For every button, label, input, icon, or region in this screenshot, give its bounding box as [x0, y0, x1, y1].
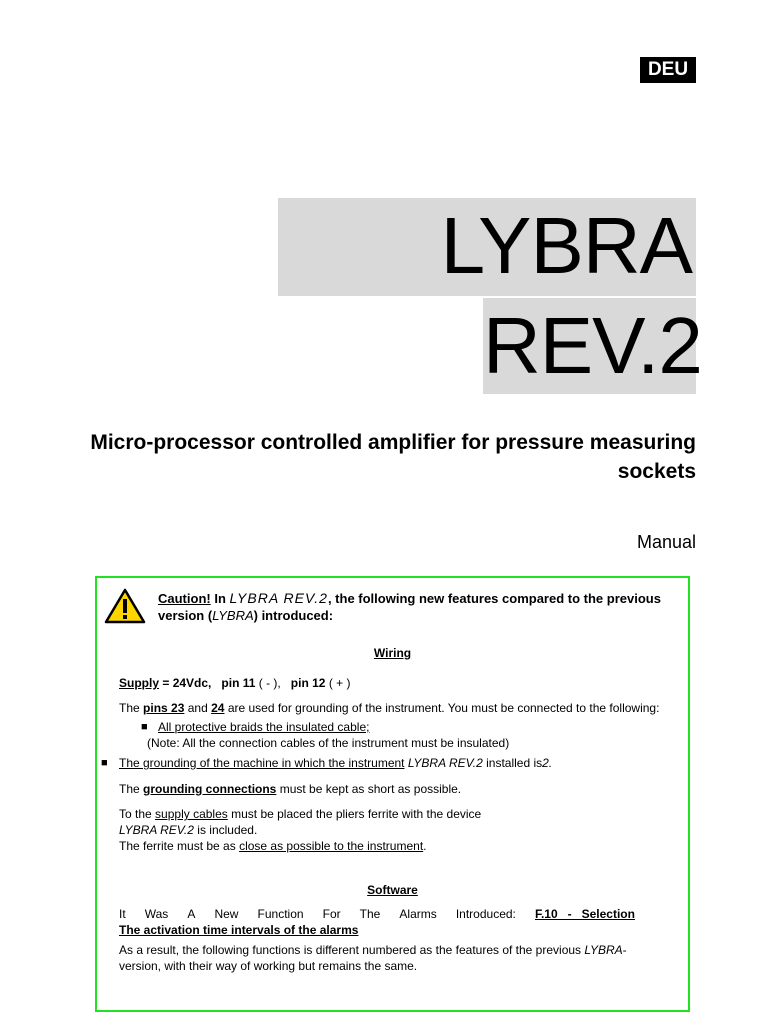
software-line2: [119, 923, 358, 938]
supply-line: [119, 676, 350, 691]
product-title-line1: LYBRA: [278, 198, 696, 296]
sw-word: A: [187, 907, 196, 921]
supply-cables-label: supply cables: [155, 807, 228, 821]
sw-word: Function: [257, 907, 304, 921]
caution-label: Caution!: [158, 591, 211, 606]
caution-text-1: , the following new features compared to the previous version (: [158, 591, 661, 623]
caution-text: [158, 590, 678, 624]
supply-label: Supply: [119, 676, 160, 690]
sw-result-end: -: [622, 943, 627, 957]
sw-word: It: [119, 907, 126, 921]
bullet-item-1: [158, 720, 369, 735]
pins-23: pins 23: [143, 701, 185, 715]
sw-result-product: LYBRA: [584, 943, 623, 957]
caution-notice-box: [95, 576, 690, 1012]
sw-word: Was: [144, 907, 169, 921]
caution-text-2: ) introduced:: [253, 608, 334, 623]
software-result-line: [119, 943, 627, 958]
caution-previous-product: LYBRA: [212, 608, 254, 623]
sw-result-text: As a result, the following functions is different numbered as the features of the previous: [119, 943, 582, 957]
sw-line2-text: The activation time intervals of the alarms: [119, 923, 359, 937]
supply-cables-line2: [119, 823, 257, 838]
note-line: (Note: All the connection cables of the instrument must be insulated): [147, 736, 510, 750]
ferrite-link: close as possible to the instrument: [239, 839, 424, 853]
warning-icon: [104, 588, 146, 624]
pin12-sign: ( + ): [328, 676, 351, 690]
grounding-line: [119, 782, 461, 797]
ferrite-text: The ferrite must be as: [119, 839, 236, 853]
supply-cables-to: To the: [119, 807, 152, 821]
bullet2-end: installed is: [486, 756, 543, 770]
supply-cables-line: [119, 807, 481, 822]
supply-cables-text: must be placed the pliers ferrite with the device: [231, 807, 482, 821]
pins-the: The: [119, 701, 140, 715]
bullet2-product: LYBRA REV.2: [407, 756, 483, 770]
software-result-line2: version, with their way of working but remains the same.: [119, 959, 418, 973]
software-line1: [119, 907, 635, 922]
product-title-line2: REV.2: [483, 298, 696, 394]
pin11: pin 11: [221, 676, 256, 690]
bullet2-num: 2.: [542, 756, 553, 770]
sw-word: For: [322, 907, 341, 921]
ferrite-line: [119, 839, 427, 854]
supply-cables-end: is included.: [197, 823, 258, 837]
caution-product: LYBRA REV.2: [229, 590, 328, 606]
wiring-heading: Wiring: [373, 646, 412, 660]
caution-in: In: [214, 591, 226, 606]
software-heading: Software: [367, 883, 418, 897]
product-subtitle: Micro-processor controlled amplifier for pressure measuring sockets: [90, 431, 696, 483]
bullet1-text: All protective braids the insulated cable;: [158, 720, 370, 734]
grounding-the: The: [119, 782, 140, 796]
pin11-sign: ( - ),: [258, 676, 281, 690]
pins-line: [119, 701, 659, 716]
sw-word: Alarms: [399, 907, 437, 921]
pins-24: 24: [211, 701, 225, 715]
bullet2-text: The grounding of the machine in which the instrument: [119, 756, 405, 770]
grounding-text: must be kept as short as possible.: [279, 782, 462, 796]
ferrite-end: .: [423, 839, 427, 853]
sw-word: New: [214, 907, 239, 921]
pin12: pin 12: [290, 676, 326, 690]
bullet-square-icon: ■: [101, 757, 108, 769]
sw-f10: F.10 - Selection: [534, 907, 635, 921]
sw-word: Introduced:: [455, 907, 516, 921]
grounding-label: grounding connections: [143, 782, 277, 796]
pins-text: are used for grounding of the instrument. You must be connected to the following:: [227, 701, 660, 715]
supply-eq: = 24Vdc,: [162, 676, 212, 690]
language-badge: DEU: [640, 57, 696, 83]
pins-and: and: [187, 701, 208, 715]
supply-cables-product: LYBRA REV.2: [119, 823, 194, 837]
bullet-item-2: [119, 756, 552, 771]
doc-type-label: Manual: [636, 532, 696, 552]
bullet-square-icon: ■: [141, 721, 148, 733]
sw-word: The: [359, 907, 381, 921]
